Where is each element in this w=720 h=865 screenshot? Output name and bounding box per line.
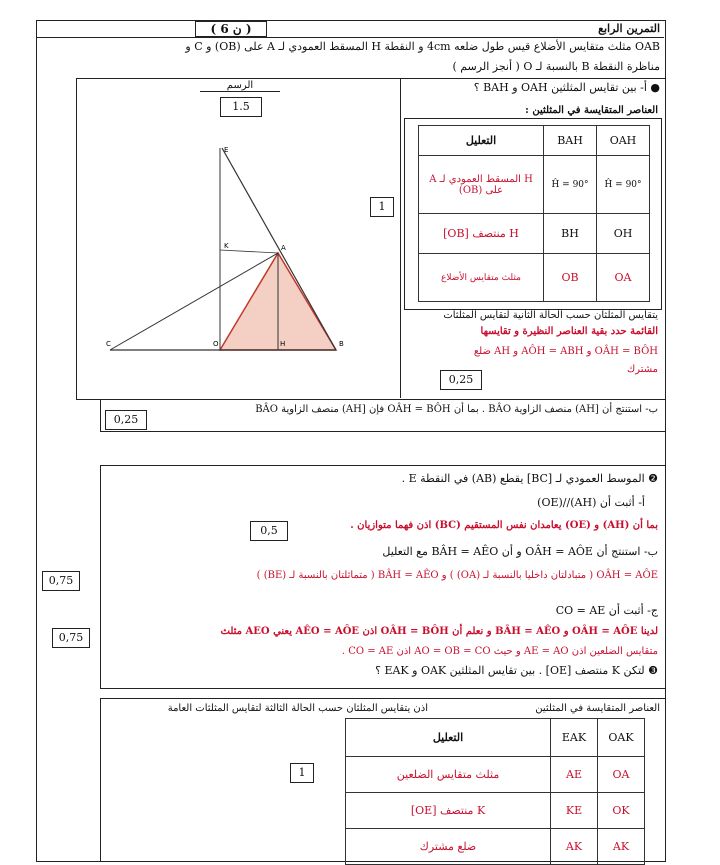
exercise-title: التمرين الرابع bbox=[598, 22, 660, 35]
table2-r1-c2: AE bbox=[551, 757, 598, 793]
table1-r3-c2: OB bbox=[544, 254, 597, 302]
part2-b-answer: OÂH = AÔE ( متبادلتان داخليا بالنسبة لـ (OA) ) و BÂH = AÊO ( متماثلتان بالنسبة لـ (BE) ) bbox=[256, 570, 658, 581]
table2-r2-reason: K منتصف [OE] bbox=[346, 793, 551, 829]
part2-b-score: 0,75 bbox=[42, 571, 80, 591]
table2 bbox=[345, 718, 645, 865]
question-3: ❸ لتكن K منتصف [OE] . بين تقايس المثلثين OAK و EAK ؟ bbox=[375, 664, 658, 677]
label-C: C bbox=[106, 340, 111, 348]
label-K: K bbox=[224, 242, 229, 250]
table1-header-bah: BAH bbox=[544, 126, 597, 156]
table1-r1-reason: H المسقط العمودي لـ A على (OB) bbox=[419, 156, 544, 214]
table1-r2-reason: H منتصف [OB] bbox=[419, 214, 544, 254]
label-B: B bbox=[339, 340, 344, 348]
question-1b-text: ب- استنتج أن [AH) منصف الزاوية BÂO . بما أن OÂH = BÔH فإن [AH) منصف الزاوية BÂO bbox=[255, 404, 658, 415]
table1-r3-c1: OA bbox=[597, 254, 650, 302]
part2-a-score: 0,5 bbox=[250, 521, 288, 541]
table1-r2-c1: OH bbox=[597, 214, 650, 254]
points-badge: ( 6 ن ) bbox=[195, 21, 267, 37]
statement-line-1: OAB مثلث متقايس الأضلاع قيس طول ضلعه 4cm و النقطة H المسقط العمودي لـ A على (OB) و C و bbox=[185, 40, 660, 53]
question-1a: ● أ- بين تقايس المثلثين OAH و BAH ؟ bbox=[473, 81, 660, 94]
elements-heading-1: العناصر المتقايسة في المثلثين : bbox=[525, 105, 658, 116]
conclusion-black: يتقايس المثلثان حسب الحالة الثانية لتقايس المثلثات bbox=[443, 310, 658, 321]
conclusion-red-2: OÂH = BÔH و AÔH = ABH و AH ضلع bbox=[473, 346, 658, 357]
label-A: A bbox=[281, 244, 286, 252]
table1-header-oah: OAH bbox=[597, 126, 650, 156]
part2-b-question: ب- استنتج أن OÂH = AÔE و أن BÂH = AÊO مع التعليل bbox=[382, 545, 658, 558]
table2-r3-c2: AK bbox=[551, 829, 598, 865]
label-O: O bbox=[213, 340, 219, 348]
conclusion-score: 0,25 bbox=[440, 370, 482, 390]
table1-score: 1 bbox=[370, 197, 394, 217]
table2-r1-c1: OA bbox=[598, 757, 645, 793]
part2-intro: ❷ الموسط العمودي لـ [BC] يقطع (AB) في النقطة E . bbox=[401, 472, 658, 485]
table2-r1-reason: مثلث متقايس الضلعين bbox=[346, 757, 551, 793]
part2-a-question: أ- أثبت أن (AH)//(OE) bbox=[537, 496, 645, 509]
table1-r1-c2: Ĥ = 90° bbox=[544, 156, 597, 214]
table1-r3-reason: مثلث متقايس الأضلاع bbox=[419, 254, 544, 302]
table2-r3-reason: ضلع مشترك bbox=[346, 829, 551, 865]
table2-score: 1 bbox=[290, 763, 314, 783]
part2-c-question: ج- أثبت أن CO = AE bbox=[555, 604, 658, 617]
label-E: E bbox=[224, 146, 229, 154]
drawing-score: 1.5 bbox=[220, 97, 262, 117]
conclusion-red-1: القائمة حدد بقية العناصر النظيرة و تقايسها bbox=[480, 326, 658, 337]
part2-c-answer-2: متقايس الضلعين اذن AE = AO و حيث AO = OB = CO اذن CO = AE . bbox=[341, 646, 658, 657]
part3-conclusion: اذن يتقايس المثلثان حسب الحالة الثالثة لتقايس المثلثات العامة bbox=[167, 703, 428, 714]
table1-r2-c2: BH bbox=[544, 214, 597, 254]
statement-line-2: مناظرة النقطة B بالنسبة لـ O ( أنجز الرسم ) bbox=[452, 60, 660, 73]
table2-header-eak: EAK bbox=[551, 719, 598, 757]
table2-r2-c1: OK bbox=[598, 793, 645, 829]
label-H: H bbox=[280, 340, 286, 348]
drawing-label: الرسم bbox=[200, 80, 280, 92]
part2-c-score: 0,75 bbox=[52, 628, 90, 648]
line-KA bbox=[220, 250, 278, 253]
part1-divider bbox=[400, 78, 401, 398]
table2-header-oak: OAK bbox=[598, 719, 645, 757]
table2-r2-c2: KE bbox=[551, 793, 598, 829]
table1-header-reason: التعليل bbox=[419, 126, 544, 156]
conclusion-red-3: مشترك bbox=[626, 364, 658, 375]
part2-c-answer-1: لدينا OÂH = AÔE و BÂH = AÊO و نعلم أن OÂH = BÔH اذن AÊO = AÔE يعني AEO مثلث bbox=[220, 626, 658, 637]
table2-r3-c1: AK bbox=[598, 829, 645, 865]
part2-a-answer: بما أن (AH) و (OE) يعامدان نفس المستقيم (BC) اذن فهما متوازيان . bbox=[350, 520, 658, 531]
question-1b bbox=[140, 404, 658, 415]
question-1b-score: 0,25 bbox=[105, 410, 147, 430]
table2-header-reason: التعليل bbox=[346, 719, 551, 757]
table1-r1-c1: Ĥ = 90° bbox=[597, 156, 650, 214]
geometry-figure bbox=[100, 130, 400, 380]
part3-elements-heading: العناصر المتقايسة في المثلثين bbox=[535, 703, 660, 714]
table1 bbox=[418, 125, 650, 302]
